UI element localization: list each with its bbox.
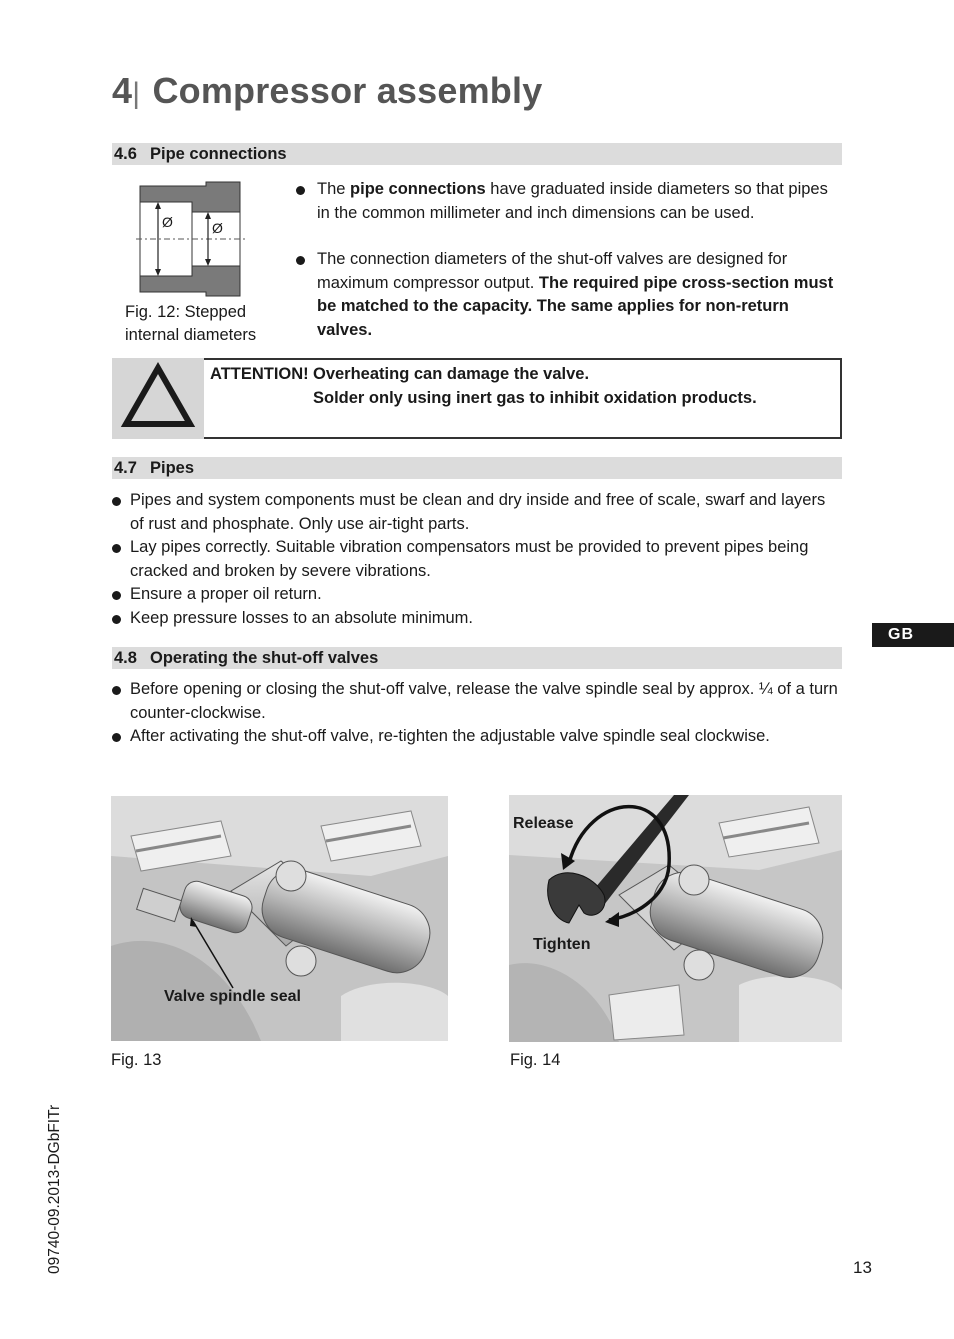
valve-spindle-seal-label: Valve spindle seal: [164, 988, 301, 1005]
language-tab: GB: [872, 623, 954, 647]
chapter-number: 4: [112, 70, 133, 111]
list-item: After activating the shut-off valve, re-tighten the adjustable valve spindle seal clockwise.: [112, 725, 842, 749]
figure-caption-12: Fig. 12: Stepped internal diameters: [125, 303, 257, 344]
release-label: Release: [513, 815, 574, 832]
diameter-symbol: Ø: [212, 220, 223, 236]
list-item: The pipe connections have graduated inside diameters so that pipes in the common millimeter and inch dimensions can be used.: [296, 178, 836, 225]
section-title: Pipes: [150, 459, 195, 477]
warning-triangle-icon: [112, 358, 204, 439]
shutoff-valve-list: [112, 678, 842, 749]
attention-message: Overheating can damage the valve. Solder only using inert gas to inhibit oxidation products.: [313, 365, 757, 407]
section-number: 4.8: [114, 649, 137, 667]
section-title: Operating the shut-off valves: [150, 649, 379, 667]
section-number: 4.7: [114, 459, 137, 477]
attention-frame: [204, 358, 842, 439]
list-item: The connection diameters of the shut-off valves are designed for maximum compressor output. The required pipe cross-section must be matched to the capacity. The same applies for non-return valves.: [296, 248, 836, 342]
list-item: Pipes and system components must be clean and dry inside and free of scale, swarf and layers of rust and phosphate. Only use air-tight parts.: [112, 489, 837, 536]
list-item: Lay pipes correctly. Suitable vibration compensators must be provided to prevent pipes being cracked and broken by severe vibrations.: [112, 536, 837, 583]
attention-label: ATTENTION!: [210, 365, 309, 383]
figure-14-photo: [509, 795, 842, 1042]
section-heading-4-7: [112, 457, 842, 479]
attention-notice: [112, 358, 842, 439]
pipes-list: [112, 489, 837, 630]
section-title: Pipe connections: [150, 145, 287, 163]
chapter-title: [112, 70, 542, 112]
section-number: 4.6: [114, 145, 137, 163]
chapter-title-text: Compressor assembly: [152, 70, 543, 111]
section-heading-4-8: [112, 647, 842, 669]
list-item: Ensure a proper oil return.: [112, 583, 837, 607]
figure-caption-14: Fig. 14: [510, 1051, 561, 1069]
list-item: Before opening or closing the shut-off valve, release the valve spindle seal by approx. ¼ of a turn counter-clockwise.: [112, 678, 842, 725]
diameter-symbol: Ø: [162, 214, 173, 230]
warning-icon-panel: [112, 358, 204, 439]
page-number: 13: [853, 1258, 872, 1277]
stepped-diameter-figure: [136, 180, 246, 300]
pipe-connections-list: [296, 178, 836, 342]
figure-caption-13: Fig. 13: [111, 1051, 162, 1069]
section-heading-4-6: [112, 143, 842, 165]
tighten-label: Tighten: [533, 936, 591, 953]
document-code: 09740-09.2013-DGbFITr: [46, 1104, 63, 1274]
figure-13-photo: [111, 796, 448, 1041]
chapter-separator: |: [132, 77, 141, 110]
list-item: Keep pressure losses to an absolute minimum.: [112, 607, 837, 631]
pipe-section-drawing: [136, 180, 246, 300]
